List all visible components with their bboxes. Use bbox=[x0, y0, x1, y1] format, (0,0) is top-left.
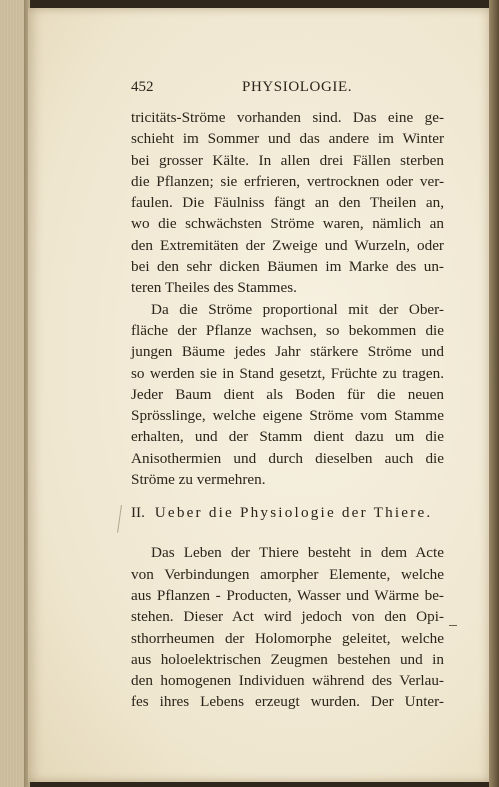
text-line: aus Pflanzen - Producten, Wasser und Wärme be- bbox=[131, 586, 444, 604]
text-line: Ströme zu vermehren. bbox=[131, 471, 266, 489]
running-head: PHYSIOLOGIE. bbox=[242, 79, 353, 95]
text-line: Das Leben der Thiere besteht in dem Acte bbox=[151, 544, 444, 562]
right-page-edge bbox=[489, 0, 499, 787]
text-line: von Verbindungen amorpher Elemente, welche bbox=[131, 565, 444, 583]
text-line: den homogenen Individuen während des Verlau- bbox=[131, 672, 444, 690]
text-line: bei grosser Kälte. In allen drei Fällen sterben bbox=[131, 151, 444, 169]
text-line: bei den sehr dicken Bäumen im Marke des un- bbox=[131, 258, 444, 276]
text-line: tricitäts-Ströme vorhanden sind. Das eine ge- bbox=[131, 109, 444, 126]
text-line: so werden sie in Stand gesetzt, Früchte zu tragen. bbox=[131, 364, 444, 382]
text-line: aus holoelektrischen Zeugmen bestehen und in bbox=[131, 650, 444, 668]
text-line: teren Theiles des Stammes. bbox=[131, 279, 297, 297]
paragraph-2 bbox=[131, 299, 444, 491]
text-line: Jeder Baum dient als Boden für die neuen bbox=[131, 385, 444, 403]
text-line: Anisothermien und durch dieselben auch die bbox=[131, 449, 444, 467]
page-header bbox=[131, 79, 444, 99]
text-line: stehen. Dieser Act wird jedoch von den Opi- bbox=[131, 608, 444, 626]
text-line: erhalten, und der Stamm dient dazu um die bbox=[131, 428, 444, 446]
text-line: den Extremitäten der Zweige und Wurzeln, oder bbox=[131, 236, 444, 254]
text-line: wo die schwächsten Ströme waren, nämlich an bbox=[131, 215, 444, 233]
line-end-mark bbox=[449, 625, 457, 626]
text-line: schieht im Sommer und das andere im Winter bbox=[131, 130, 444, 148]
text-line: Da die Ströme proportional mit der Ober- bbox=[151, 300, 444, 318]
text-line: fläche der Pflanze wachsen, so bekommen die bbox=[131, 321, 444, 339]
text-line: Sprösslinge, welche eigene Ströme vom Stamme bbox=[131, 407, 444, 425]
body-text bbox=[131, 107, 444, 713]
paragraph-1 bbox=[131, 107, 444, 299]
section-title: Ueber die Physiologie der Thiere. bbox=[154, 504, 433, 522]
paragraph-3 bbox=[131, 542, 444, 712]
text-line: jungen Bäume jedes Jahr stärkere Ströme und bbox=[131, 343, 444, 361]
page-number: 452 bbox=[131, 79, 154, 95]
text-line: sthorrheumen der Holomorphe geleitet, welche bbox=[131, 629, 444, 647]
text-line: fes ihres Lebens erzeugt wurden. Der Unter- bbox=[131, 693, 444, 711]
section-heading bbox=[131, 502, 444, 524]
text-line: faulen. Die Fäulniss fängt an den Theilen an, bbox=[131, 194, 444, 212]
text-line: die Pflanzen; sie erfrieren, vertrocknen oder ver- bbox=[131, 172, 444, 190]
section-number: II. bbox=[131, 504, 145, 522]
